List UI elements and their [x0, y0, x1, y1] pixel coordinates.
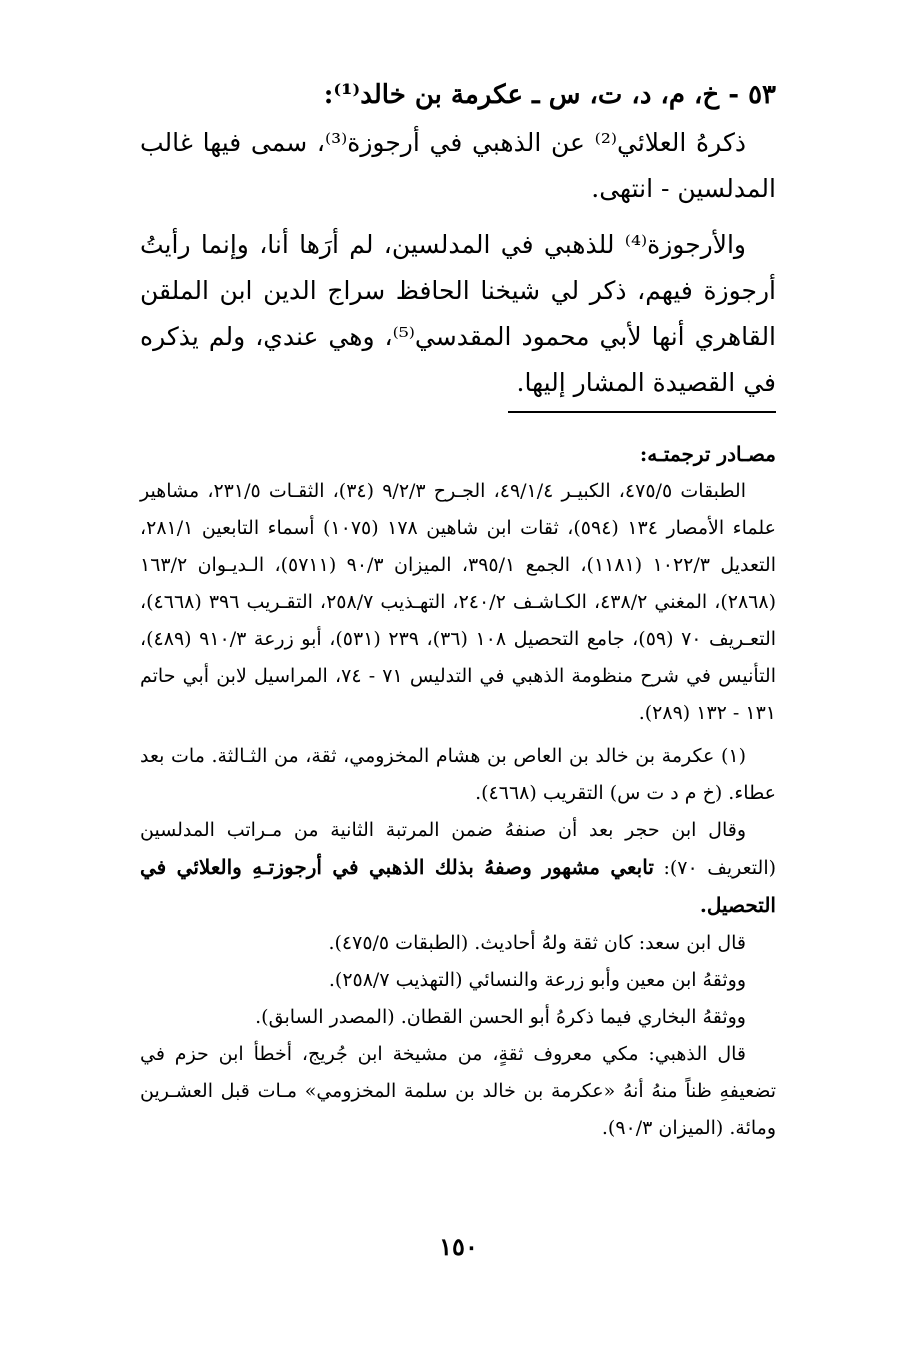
main-text	[140, 72, 776, 406]
footnote-1-ibn-hajar	[140, 812, 776, 925]
footnote-1-bukhari: ووثقهُ البخاري فيما ذكرهُ أبو الحسن القطان. (المصدر السابق).	[255, 1006, 746, 1028]
page-number: ١٥٠	[439, 1232, 478, 1261]
ibn-hajar-quote: تابعي مشهور وصفهُ بذلك الذهبي في أرجوزتـهِ والعلائي في التحصيل.	[140, 855, 776, 917]
footnote-1: (١) عكرمة بن خالد بن العاص بن هشام المخزومي، ثقة، من الثـالثة. مات بعد عطاء. (خ م د ت س) التقريب (٤٦٦٨).	[140, 745, 776, 804]
sources-list: الطبقات ٤٧٥/٥، الكبيـر ٤٩/١/٤، الجـرح ٩/٢/٣ (٣٤)، الثقـات ٢٣١/٥، مشاهير علماء الأمصار ١٣٤ (٥٩٤)، ثقات ابن شاهين ١٧٨ (١٠٧٥) أسماء التابعين ٢٨١/١، التعديل ١٠٢٢/٣ (١١٨١)، الجمع ٣٩٥/١، الميزان ٩٠/٣ (٥٧١١)، الـديـوان ١٦٣/٢ (٢٨٦٨)، المغني ٤٣٨/٢، الكـاشـف ٢٤٠/٢، التهـذيب ٢٥٨/٧، التقـريب ٣٩٦ (٤٦٦٨)، التعـريف ٧٠ (٥٩)، جامع التحصيل ١٠٨ (٣٦)، ٢٣٩ (٥٣١)، أبو زرعة ٩١٠/٣ (٤٨٩)، التأنيس في شرح منظومة الذهبي في التدليس ٧١ - ٧٤، المراسيل لابن أبي حاتم ١٣١ - ١٣٢ (٢٨٩).	[140, 480, 777, 724]
footnote-1-dhahabi: قال الذهبي: مكي معروف ثقةٍ، من مشيخة ابن جُريج، أخطأ ابن حزم في تضعيفهِ ظناً منهُ أنهُ «عكرمة بن خالد بن سلمة المخزومي» مـات قبل العشـرين ومائة. (الميزان ٩٠/٣).	[140, 1043, 776, 1139]
main-paragraph-1: ذكرهُ العلائي⁽²⁾ عن الذهبي في أرجوزة⁽³⁾، سمى فيها غالب المدلسين - انتهى.	[140, 128, 776, 203]
ibn-hajar-quote-intro: وقال ابن حجر بعد أن صنفهُ ضمن المرتبة الثانية من مـراتب المدلسين (التعريف ٧٠):	[140, 819, 777, 879]
footnotes	[140, 436, 776, 1147]
main-paragraph-2: والأرجوزة⁽⁴⁾ للذهبي في المدلسين، لم أرَها أنا، وإنما رأيتُ أرجوزة فيهم، ذكر لي شيخنا الحافظ سراج الدين ابن الملقن القاهري أنها لأبي محمود المقدسي⁽⁵⁾، وهي عندي، ولم يذكره في القصيدة المشار إليها.	[140, 230, 777, 397]
entry-heading: ٥٣ - خ، م، د، ت، س ـ عكرمة بن خالد⁽¹⁾:	[323, 80, 776, 110]
footnote-separator	[508, 411, 776, 413]
footnote-1-ibn-saad: قال ابن سعد: كان ثقة ولهُ أحاديث. (الطبقات ٤٧٥/٥).	[328, 932, 746, 954]
footnote-1-ibn-maeen: ووثقهُ ابن معين وأبو زرعة والنسائي (التهذيب ٢٥٨/٧).	[328, 969, 746, 991]
sources-title: مصـادر ترجمتـه:	[639, 442, 776, 466]
